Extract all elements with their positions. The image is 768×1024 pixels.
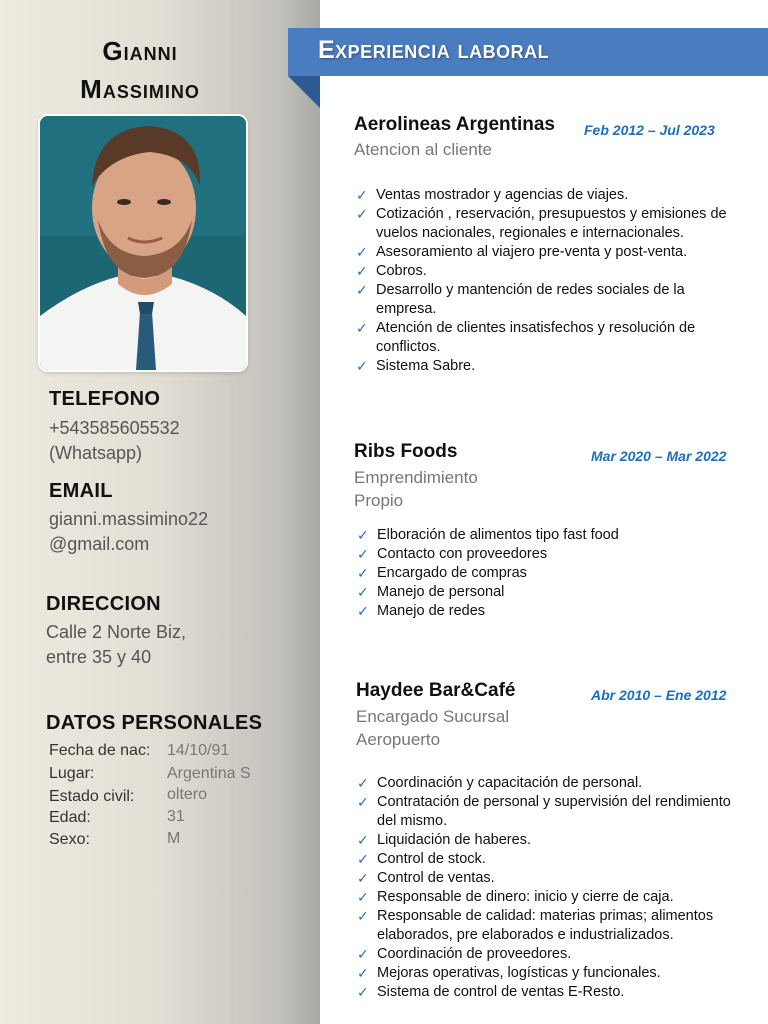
- check-icon: ✓: [357, 775, 369, 791]
- check-icon: ✓: [356, 358, 368, 374]
- duty-text: Cotización , reservación, presupuestos y emisiones de vuelos nacionales, regionales e internacionales.: [376, 206, 727, 241]
- duty-item: [357, 564, 737, 583]
- job-dates: Mar 2020 – Mar 2022: [591, 448, 727, 464]
- duty-text: Coordinación de proveedores.: [377, 946, 572, 962]
- job-role-line2: Aeropuerto: [356, 730, 441, 749]
- duty-item: [357, 964, 737, 983]
- duty-text: Cobros.: [376, 263, 427, 279]
- duty-item: [357, 545, 737, 564]
- job-role-line2: Propio: [354, 491, 404, 510]
- duty-item: [357, 888, 737, 907]
- check-icon: ✓: [357, 908, 369, 924]
- check-icon: ✓: [357, 584, 369, 600]
- duty-text: Manejo de redes: [377, 603, 486, 619]
- duty-item: [356, 319, 736, 357]
- check-icon: ✓: [357, 603, 369, 619]
- duty-text: Desarrollo y mantención de redes sociales de la empresa.: [376, 282, 685, 317]
- email-heading: EMAIL: [49, 480, 113, 502]
- duty-text: Control de ventas.: [377, 870, 495, 886]
- job-company: Haydee Bar&Café: [356, 680, 516, 701]
- profile-photo: [40, 116, 246, 370]
- phone-value: +543585605532: [49, 418, 180, 438]
- duty-item: [356, 281, 736, 319]
- job-company: Ribs Foods: [354, 441, 458, 462]
- job-duties: [357, 526, 737, 621]
- job-role: Emprendimiento: [354, 468, 478, 487]
- email-line1: gianni.massimino22: [49, 509, 209, 529]
- section-banner-fold: [288, 76, 320, 108]
- job-dates: Feb 2012 – Jul 2023: [584, 122, 715, 138]
- check-icon: ✓: [356, 282, 368, 298]
- duty-text: Manejo de personal: [377, 584, 505, 600]
- duty-item: [357, 983, 737, 1002]
- duty-item: [357, 869, 737, 888]
- personal-label-civil: Estado civil:: [49, 788, 135, 805]
- duty-text: Contratación de personal y supervisión del rendimiento del mismo.: [377, 794, 731, 829]
- check-icon: ✓: [357, 984, 369, 1000]
- duty-item: [357, 602, 737, 621]
- phone-note: (Whatsapp): [49, 443, 143, 463]
- personal-value-civil: oltero: [167, 786, 208, 803]
- duty-item: [357, 831, 737, 850]
- check-icon: ✓: [357, 527, 369, 543]
- duty-text: Mejoras operativas, logísticas y funcionales.: [377, 965, 661, 981]
- check-icon: ✓: [357, 965, 369, 981]
- name-first: Gianni: [102, 36, 178, 66]
- duty-item: [356, 357, 736, 376]
- duty-item: [357, 945, 737, 964]
- duty-item: [357, 793, 737, 831]
- personal-heading: DATOS PERSONALES: [46, 712, 263, 734]
- check-icon: ✓: [356, 206, 368, 222]
- job-duties: [356, 186, 736, 376]
- duty-item: [357, 774, 737, 793]
- address-line2: entre 35 y 40: [46, 647, 152, 667]
- duty-item: [356, 243, 736, 262]
- personal-label-dob: Fecha de nac:: [49, 742, 151, 759]
- check-icon: ✓: [357, 565, 369, 581]
- personal-value-sex: M: [167, 830, 181, 847]
- check-icon: ✓: [356, 263, 368, 279]
- name-last: Massimino: [80, 74, 200, 104]
- duty-text: Liquidación de haberes.: [377, 832, 531, 848]
- duty-text: Responsable de calidad: materias primas; alimentos elaborados, pre elaborados e industrializados.: [377, 908, 714, 943]
- job-role: Encargado Sucursal: [356, 707, 510, 726]
- duty-text: Coordinación y capacitación de personal.: [377, 775, 643, 791]
- duty-text: Sistema Sabre.: [376, 358, 476, 374]
- duty-item: [356, 186, 736, 205]
- duty-text: Control de stock.: [377, 851, 486, 867]
- check-icon: ✓: [357, 832, 369, 848]
- duty-text: Asesoramiento al viajero pre-venta y post-venta.: [376, 244, 688, 260]
- personal-label-place: Lugar:: [49, 765, 95, 782]
- duty-text: Atención de clientes insatisfechos y resolución de conflictos.: [376, 320, 696, 355]
- duty-item: [356, 262, 736, 281]
- address-heading: DIRECCION: [46, 593, 161, 615]
- email-line2: @gmail.com: [49, 534, 150, 554]
- check-icon: ✓: [357, 946, 369, 962]
- duty-text: Elboración de alimentos tipo fast food: [377, 527, 619, 543]
- duty-text: Responsable de dinero: inicio y cierre de caja.: [377, 889, 674, 905]
- personal-value-place: Argentina S: [167, 765, 251, 782]
- check-icon: ✓: [357, 851, 369, 867]
- personal-value-age: 31: [167, 808, 185, 825]
- duty-text: Ventas mostrador y agencias de viajes.: [376, 187, 629, 203]
- check-icon: ✓: [356, 187, 368, 203]
- check-icon: ✓: [357, 546, 369, 562]
- job-dates: Abr 2010 – Ene 2012: [591, 687, 727, 703]
- check-icon: ✓: [356, 320, 368, 336]
- check-icon: ✓: [357, 794, 369, 810]
- check-icon: ✓: [357, 889, 369, 905]
- address-line1: Calle 2 Norte Biz,: [46, 622, 187, 642]
- check-icon: ✓: [357, 870, 369, 886]
- phone-heading: TELEFONO: [49, 388, 161, 410]
- section-title: Experiencia laboral: [318, 36, 550, 64]
- job-duties: [357, 774, 737, 1002]
- personal-value-dob: 14/10/91: [167, 742, 230, 759]
- job-role: Atencion al cliente: [354, 140, 492, 159]
- duty-text: Contacto con proveedores: [377, 546, 548, 562]
- duty-text: Encargado de compras: [377, 565, 527, 581]
- personal-label-sex: Sexo:: [49, 831, 90, 848]
- personal-label-age: Edad:: [49, 809, 91, 826]
- duty-item: [357, 907, 737, 945]
- duty-item: [357, 583, 737, 602]
- duty-item: [357, 526, 737, 545]
- duty-item: [357, 850, 737, 869]
- job-company: Aerolineas Argentinas: [354, 114, 555, 135]
- duty-text: Sistema de control de ventas E-Resto.: [377, 984, 625, 1000]
- check-icon: ✓: [356, 244, 368, 260]
- duty-item: [356, 205, 736, 243]
